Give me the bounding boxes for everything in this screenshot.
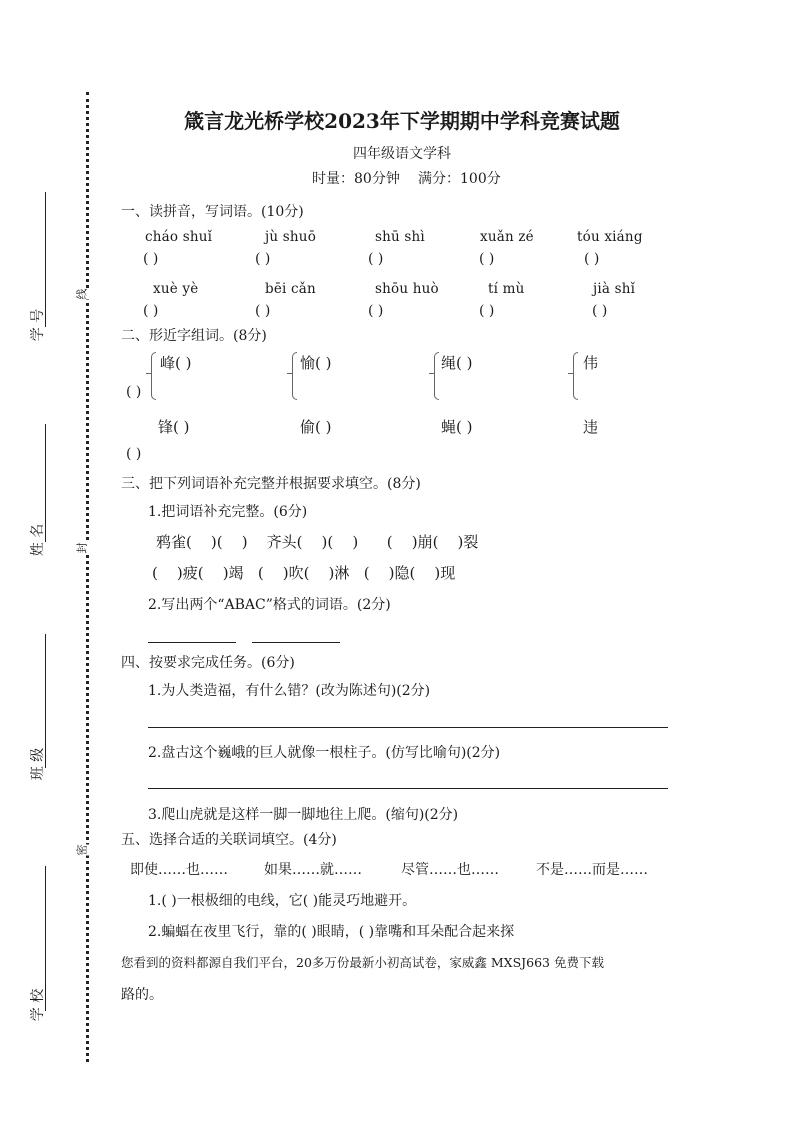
pinyin-4: xuǎn zé	[480, 229, 534, 245]
pinyin-2: jù shuō	[265, 229, 317, 245]
school-line	[45, 866, 46, 1011]
pinyin-8: shōu huò	[375, 281, 439, 297]
answer-blank[interactable]: ( )	[592, 303, 608, 319]
char-group-1-top: 峰( )	[160, 354, 192, 372]
brace-icon	[151, 352, 156, 400]
char-group-3-bottom: 蝇( )	[441, 418, 473, 436]
brace-icon	[292, 352, 297, 400]
q3-sub1: 1.把词语补充完整。(6分)	[148, 504, 308, 520]
pinyin-9: tí mù	[488, 281, 525, 297]
q4-item2: 2.盘古这个巍峨的巨人就像一根柱子。(仿写比喻句)(2分)	[148, 745, 501, 761]
binding-mark-mi: 密	[75, 844, 89, 856]
answer-blank[interactable]: ( )	[126, 384, 142, 400]
char-group-4-top: 伟	[583, 354, 599, 372]
school-label: 学 校	[30, 988, 47, 1022]
q3-sub2: 2.写出两个“ABAC”格式的词语。(2分)	[148, 597, 391, 613]
binding-dotted-line	[86, 92, 89, 1062]
answer-line[interactable]	[148, 788, 668, 789]
conjunction-option-2: 如果……就……	[264, 862, 362, 878]
answer-blank[interactable]: ( )	[584, 251, 600, 267]
char-group-2-top: 愉( )	[300, 354, 332, 372]
conjunction-option-3: 尽管……也……	[401, 862, 499, 878]
q5-item2-tail: 路的。	[121, 987, 163, 1003]
class-line	[45, 634, 46, 768]
answer-blank[interactable]: ( )	[126, 446, 142, 462]
answer-blank[interactable]: ( )	[143, 251, 159, 267]
student-id-label: 学 号	[30, 308, 47, 342]
answer-blank[interactable]: ( )	[368, 251, 384, 267]
answer-line[interactable]	[148, 727, 668, 728]
answer-line[interactable]	[148, 642, 236, 643]
answer-blank[interactable]: ( )	[143, 303, 159, 319]
answer-blank[interactable]: ( )	[255, 303, 271, 319]
char-group-2-bottom: 偷( )	[300, 418, 332, 436]
class-label: 班 级	[30, 747, 47, 781]
q4-item1: 1.为人类造福，有什么错？(改为陈述句)(2分)	[148, 683, 431, 699]
answer-blank[interactable]: ( )	[255, 251, 271, 267]
pinyin-5: tóu xiáng	[577, 229, 643, 245]
exam-title: 箴言龙光桥学校2023年下学期期中学科竞赛试题	[184, 109, 620, 133]
name-label: 姓 名	[30, 523, 47, 557]
exam-score: 满分：100分	[418, 171, 501, 187]
char-group-3-top: 绳( )	[441, 354, 473, 372]
idiom-line-1: 鸦雀( )( ) 齐头( )( ) ( )崩( )裂	[156, 533, 479, 551]
pinyin-7: bēi cǎn	[265, 281, 316, 297]
name-line	[45, 424, 46, 542]
q5-item1: 1.( )一根极细的电线，它( )能灵巧地避开。	[148, 893, 417, 909]
q5-heading: 五、选择合适的关联词填空。(4分)	[121, 832, 337, 848]
pinyin-1: cháo shuǐ	[145, 229, 213, 245]
source-notice: 您看到的资料都源自我们平台，20多万份最新小初高试卷，家威鑫 MXSJ663 免费下载	[121, 955, 604, 970]
pinyin-6: xuè yè	[153, 281, 199, 297]
exam-time: 时量：80分钟	[312, 171, 400, 187]
q1-heading: 一、读拼音，写词语。(10分)	[121, 204, 304, 220]
brace-icon	[573, 352, 578, 400]
char-group-1-bottom: 锋( )	[158, 418, 190, 436]
answer-blank[interactable]: ( )	[368, 303, 384, 319]
q5-item2: 2.蝙蝠在夜里飞行，靠的( )眼睛，( )靠嘴和耳朵配合起来探	[148, 924, 515, 940]
q4-heading: 四、按要求完成任务。(6分)	[121, 655, 295, 671]
char-group-4-bottom: 违	[583, 418, 599, 436]
pinyin-10: jià shǐ	[593, 281, 636, 297]
exam-subtitle: 四年级语文学科	[353, 146, 451, 162]
conjunction-option-4: 不是……而是……	[536, 862, 648, 878]
q3-heading: 三、把下列词语补充完整并根据要求填空。(8分)	[121, 476, 421, 492]
idiom-line-2: ( )疲( )竭 ( )吹( )淋 ( )隐( )现	[152, 564, 456, 582]
answer-blank[interactable]: ( )	[479, 303, 495, 319]
conjunction-option-1: 即使……也……	[130, 862, 228, 878]
q2-heading: 二、形近字组词。(8分)	[121, 328, 267, 344]
student-id-line	[45, 192, 46, 327]
brace-icon	[434, 352, 439, 400]
answer-blank[interactable]: ( )	[479, 251, 495, 267]
q4-item3: 3.爬山虎就是这样一脚一脚地往上爬。(缩句)(2分)	[148, 807, 459, 823]
answer-line[interactable]	[252, 642, 340, 643]
binding-mark-xian: 线	[75, 288, 89, 300]
binding-mark-feng: 封	[75, 542, 89, 554]
pinyin-3: shū shì	[375, 229, 425, 245]
